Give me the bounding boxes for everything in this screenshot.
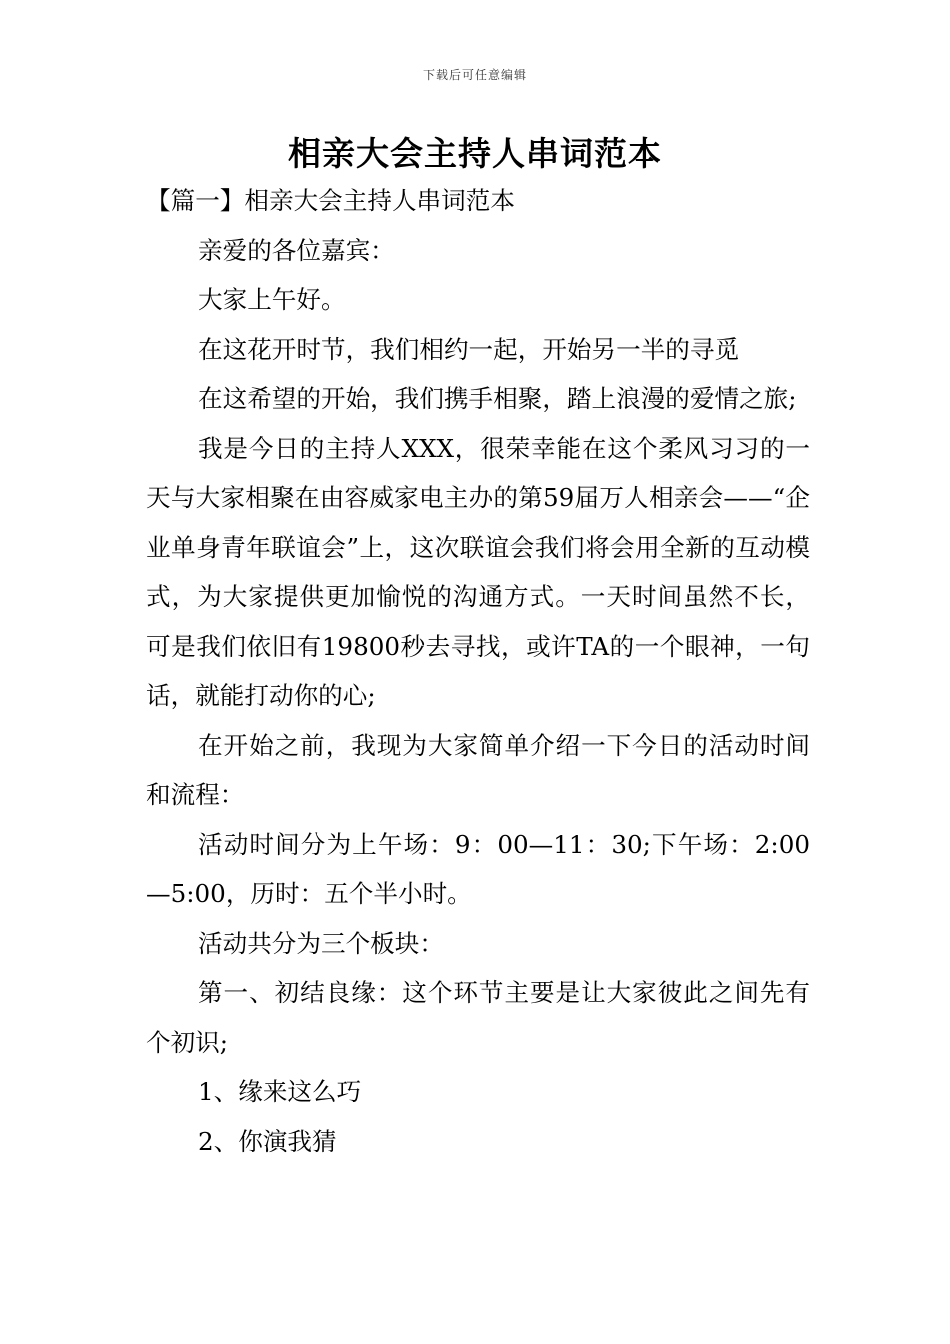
paragraph: 在这花开时节，我们相约一起，开始另一半的寻觅	[198, 334, 740, 364]
paragraph-schedule: 活动时间分为上午场：9：00—11：30;下午场：2:00—5:00，历时：五个半小时。	[146, 829, 810, 908]
paragraph-host-intro: 我是今日的主持人XXX，很荣幸能在这个柔风习习的一天与大家相聚在由容威家电主办的第59届万人相亲会——“企业单身青年联谊会”上，这次联谊会我们将会用全新的互动模式，为大家提供更加愉悦的沟通方式。一天时间虽然不长，可是我们依旧有19800秒去寻找，或许TA的一个眼神，一句话，就能打动你的心;	[146, 433, 810, 710]
paragraph: 活动共分为三个板块：	[198, 928, 444, 958]
paragraph-part-one: 第一、初结良缘：这个环节主要是让大家彼此之间先有个初识;	[146, 978, 810, 1057]
document-title: 相亲大会主持人串词范本	[288, 134, 662, 173]
paragraph-greeting: 亲爱的各位嘉宾：	[198, 235, 395, 265]
header-note: 下载后可任意编辑	[422, 68, 527, 82]
document-body	[146, 176, 810, 1166]
paragraph-good-morning: 大家上午好。	[198, 285, 346, 314]
list-item: 2、你演我猜	[198, 1126, 337, 1156]
paragraph: 在这希望的开始，我们携手相聚，踏上浪漫的爱情之旅;	[198, 384, 797, 413]
section-heading: 【篇一】相亲大会主持人串词范本	[146, 186, 515, 215]
list-item: 1、缘来这么巧	[198, 1077, 362, 1106]
paragraph: 在开始之前，我现为大家简单介绍一下今日的活动时间和流程：	[146, 730, 810, 809]
